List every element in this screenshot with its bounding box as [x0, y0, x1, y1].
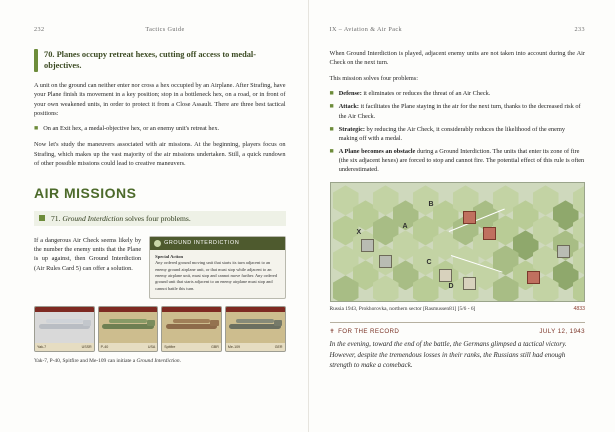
plane-name-yak7: Yak-7: [37, 345, 47, 350]
card-text: Any ordered ground moving unit that starts its turn adjacent to an enemy ground airplane unit, or that must stop while adjacent to an enemy airplane unit, must stop and cannot move further. Any ordered ground unit that starts adjacent to an enemy airplane must stop and cannot battle this turn.: [155, 260, 278, 291]
bullet-dot-icon: ■: [329, 124, 334, 133]
caption-start: Yak-7, P-40, Spitfire and Me-109 can initiate a: [34, 358, 137, 365]
map-caption-page: 4833: [573, 306, 585, 313]
problem-bullet-obstacle: [330, 147, 586, 174]
left-page-number: 232: [34, 26, 45, 33]
plane-icon: [154, 240, 161, 247]
rule-70-heading: [34, 49, 286, 72]
rule-title: Planes occupy retreat hexes, cutting off access to medal-objectives.: [44, 50, 257, 71]
bullet-dot-icon: ■: [34, 124, 39, 133]
map-label-a: A: [402, 223, 408, 231]
plane-name-p40: P-40: [100, 345, 109, 350]
plane-art: [99, 312, 158, 343]
plane-card-spitfire: [161, 306, 222, 352]
plane-nation-yak7: USSR: [81, 345, 92, 350]
plane-art: [35, 312, 94, 343]
rule-bullet-1: [34, 124, 286, 134]
map-unit-1: [361, 239, 374, 252]
map-unit-3: [439, 269, 452, 282]
plane-card-yak7: [34, 306, 95, 352]
plane-card-p40: [98, 306, 159, 352]
plane-name-spitfire: Spitfire: [164, 345, 176, 350]
bullet-dot-icon: ■: [329, 102, 334, 111]
plane-nation-me109: GER: [274, 345, 283, 350]
map-label-x: X: [356, 229, 362, 237]
rule-accent-bar: [34, 49, 38, 72]
rule-paragraph-2: Now let's study the maneuvers associated with air missions. At the beginning, players focus on Strafing, which makes up the vast majority of the air missions undertaken. Still, a quick rundown of other possible missions could lead to creative maneuvers.: [34, 141, 286, 168]
bullet-label-obstacle: A Plane becomes an obstacle: [338, 147, 416, 155]
bullet-dot-icon: ■: [329, 89, 334, 98]
bullet-text-strategic: by reducing the Air Check, it considerably reduces the likelihood of the enemy making off with a medal.: [338, 125, 566, 142]
right-page-number: 233: [574, 26, 585, 33]
map-label-b: B: [428, 201, 434, 209]
card-title: GROUND INTERDICTION: [164, 240, 240, 247]
rule-71-number: 71.: [51, 213, 61, 223]
ground-interdiction-card: [149, 236, 285, 300]
map-unit-2: [379, 255, 392, 268]
plane-row-caption: [34, 358, 286, 364]
left-header-title: Tactics Guide: [145, 26, 185, 33]
right-page-header: [330, 26, 586, 33]
rule-71-title-rest: solves four problems.: [123, 213, 191, 223]
map-unit-enemy-2: [483, 227, 496, 240]
record-text: In the evening, toward the end of the battle, the Germans glimpsed a tactical victory. However, despite the tremendous losses in their ranks, the Russians still had enough strength to make a comeback.: [329, 340, 567, 370]
bullet-label-defense: Defense:: [338, 90, 362, 98]
right-page: [308, 0, 615, 432]
plane-nation-spitfire: GBR: [211, 345, 219, 350]
plane-card-me109: [225, 306, 286, 352]
rule-number: 70.: [44, 50, 55, 59]
cross-icon: ✝: [329, 328, 336, 336]
problem-bullet-strategic: [330, 125, 586, 143]
record-date: JULY 12, 1943: [539, 328, 585, 336]
record-title: FOR THE RECORD: [338, 328, 400, 336]
card-body: [150, 250, 284, 299]
rule-marker-icon: [39, 215, 45, 221]
right-lead-line: This mission solves four problems:: [329, 74, 419, 82]
card-title-bar: [150, 237, 284, 250]
rule-paragraph-1: A unit on the ground can neither enter nor cross a hex occupied by an Airplane. After Strafing, have your Plane finish its movement in a key position; stop in a bottleneck hex, on a road, or in front of your own weakened units, in order to protect it from a Close Assault. There are three best tactical positions:: [34, 81, 286, 117]
map-caption-text: Russia 1943, Prokhorovka, northern sector [Rasmussen81] [5/6 - 6]: [329, 306, 476, 313]
map-label-c: C: [426, 259, 432, 267]
bullet-label-attack: Attack:: [338, 103, 360, 111]
map-unit-4: [463, 277, 476, 290]
map-unit-enemy-3: [527, 271, 540, 284]
plane-card-row: [34, 306, 286, 352]
map-label-d: D: [448, 283, 454, 291]
rule-71-heading: [34, 211, 286, 226]
caption-em: Ground Interdiction: [136, 358, 180, 365]
caption-end: .: [179, 358, 181, 365]
rule-71-title-em: Ground Interdiction: [62, 213, 124, 223]
plane-nation-p40: USA: [147, 345, 156, 350]
bullet-text-defense: it eliminates or reduces the threat of an Air Check.: [361, 90, 491, 98]
plane-art: [226, 312, 285, 343]
plane-name-me109: Me-109: [227, 345, 241, 350]
rule-bullet-1-text: On an Exit hex, a medal-objective hex, or an enemy unit's retreat hex.: [43, 125, 220, 133]
plane-art: [162, 312, 221, 343]
right-intro-paragraph: When Ground Interdiction is played, adjacent enemy units are not taken into account during the Air Check on the next turn.: [329, 50, 585, 67]
problem-bullet-defense: [330, 89, 586, 98]
problem-bullet-attack: [330, 102, 586, 120]
left-page-header: [34, 26, 286, 33]
battle-map: [330, 182, 586, 302]
rule-71-text: If a dangerous Air Check seems likely by the number the enemy units that the Plane is up against, then Ground Interdiction (Air Rules Card 5) can offer a solution.: [34, 236, 142, 272]
rule-71-body: [34, 236, 286, 300]
map-caption: [330, 306, 586, 312]
map-unit-enemy-1: [463, 211, 476, 224]
bullet-label-strategic: Strategic:: [338, 125, 365, 133]
bullet-text-obstacle: during a Ground Interdiction. The units that enter its zone of fire (the six adjacent hexes) are forced to stop and cannot fire. The potential effect of this rule is often underestimated.: [338, 147, 585, 174]
for-the-record-box: [330, 322, 586, 371]
card-subtitle: Special Action: [155, 253, 184, 259]
map-unit-5: [557, 245, 570, 258]
bullet-dot-icon: ■: [329, 146, 334, 155]
bullet-text-attack: it facilitates the Plane staying in the air for the next turn, thanks to the decreased risk of the Air Check.: [338, 103, 581, 120]
right-header-title: IX – Aviation & Air Pack: [329, 26, 403, 33]
air-missions-title: AIR MISSIONS: [34, 184, 137, 201]
